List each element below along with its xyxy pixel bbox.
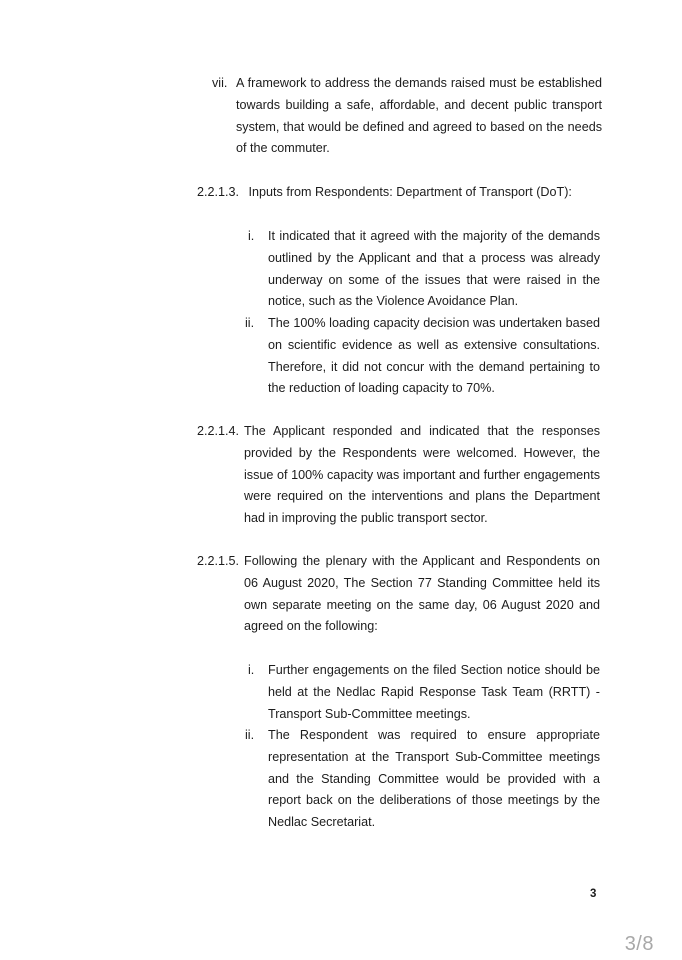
list-number: ii. [245, 728, 255, 742]
section-text: The Applicant responded and indicated that the responses provided by the Respondents were welcomed. However, the issue of 100% capacity was important and further engagements were required on the interventions and plans the Department had in improving the public transport sector. [244, 424, 600, 526]
list-item-ii [244, 725, 600, 834]
section-number: 2.2.1.5. [197, 554, 240, 568]
section-2-2-1-5 [197, 551, 600, 638]
list-item-ii [244, 313, 600, 400]
section-2-2-1-3-heading [197, 182, 617, 204]
list-number: vii. [212, 76, 228, 90]
section-number: 2.2.1.4. [197, 424, 240, 438]
list-number: i. [248, 663, 255, 677]
section-text: Following the plenary with the Applicant and Respondents on 06 August 2020, The Section 77 Standing Committee held its own separate meeting on the same day, 06 August 2020 and agreed on the following: [244, 554, 600, 634]
list-item-i [244, 660, 600, 725]
list-text: Further engagements on the filed Section notice should be held at the Nedlac Rapid Response Task Team (RRTT) - Transport Sub-Committee meetings. [268, 663, 600, 721]
list-text: The Respondent was required to ensure appropriate representation at the Transport Sub-Committee meetings and the Standing Committee would be provided with a report back on the deliberations of those meetings by the Nedlac Secretariat. [268, 728, 600, 830]
list-number: i. [248, 229, 255, 243]
page-number: 3 [590, 888, 597, 900]
list-text: A framework to address the demands raised must be established towards building a safe, affordable, and decent public transport system, that would be defined and agreed to based on the needs of the commuter. [236, 76, 602, 156]
list-item-i [244, 226, 600, 313]
section-number: 2.2.1.3. [197, 185, 240, 199]
list-number: ii. [245, 316, 255, 330]
list-text: It indicated that it agreed with the majority of the demands outlined by the Applicant and that a process was already underway on some of the issues that were raised in the notice, such as the Violence Avoidance Plan. [268, 229, 600, 309]
section-2-2-1-4 [197, 421, 600, 530]
list-item-vii [212, 73, 602, 160]
page-indicator: 3/8 [624, 933, 654, 955]
list-text: The 100% loading capacity decision was undertaken based on scientific evidence as well as extensive consultations. Therefore, it did not concur with the demand pertaining to the reduction of loading capacity to 70%. [268, 316, 600, 396]
section-heading: Inputs from Respondents: Department of Transport (DoT): [248, 185, 572, 199]
